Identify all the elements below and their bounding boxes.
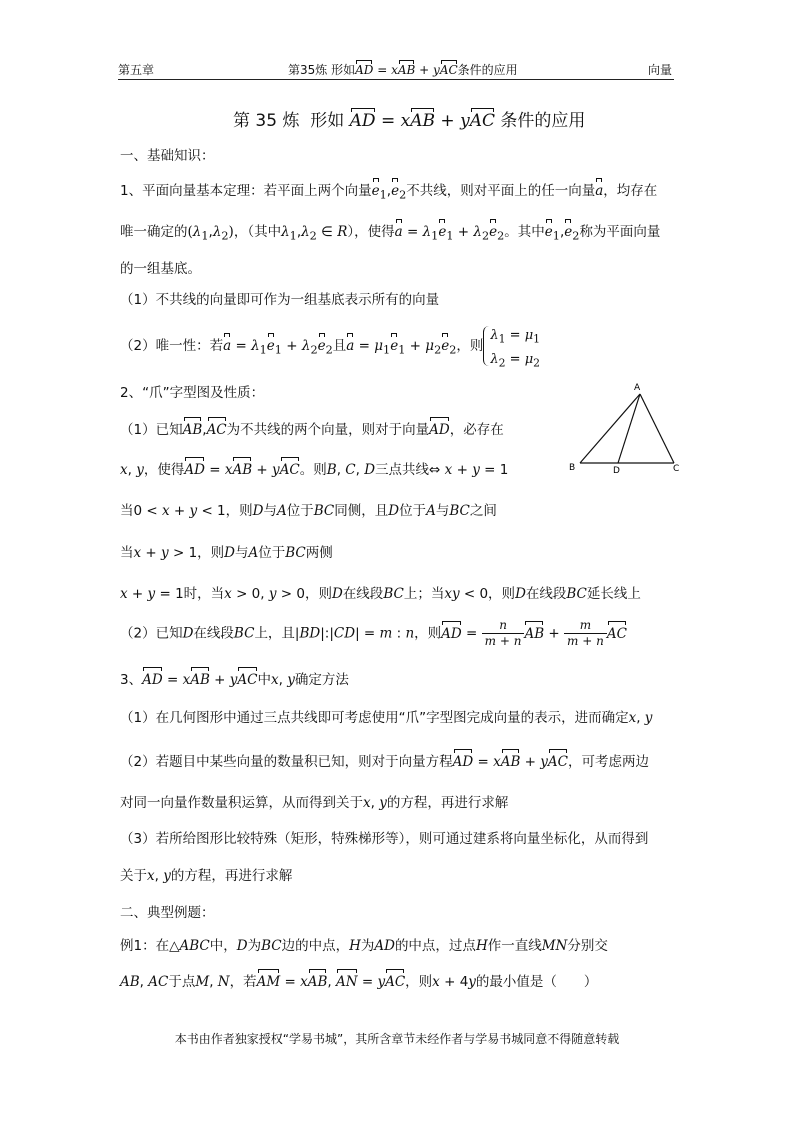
vertex-label-c: C [673,464,680,474]
vertex-label-b: B [569,463,576,473]
theorem-point-2: （2）唯一性：若$a = \lambda_1e_1 + \lambda_2e_2$且$a = \mu_1e_1 + \mu_2e_2$，则 $\lambda_1 = \mu_1$ $\lambda_2 = \mu_2$ [120,328,541,370]
page-title: 第 35 炼 形如 AD = xAB + yAC 条件的应用 [233,111,586,131]
theorem-line-2: 唯一确定的$(\lambda_1,\lambda_2)$，（其中$\lambda_1,\lambda_2$ ∈ R），使得$a = \lambda_1e_1 + \lambda_2e_2$。其中$e_1,e_2$称为平面向量 [120,224,661,243]
header-title: 第35炼 形如AD = xAB + yAC条件的应用 [288,63,518,77]
claw-line-4: 当x + y > 1，则D与A位于BC两侧 [120,545,333,561]
claw-line-3: 当0 < x + y < 1，则D与A位于BC同侧，且D位于A与BC之间 [120,503,497,519]
example-1-line-1: 例1：在△ABC中，D为BC边的中点，H为AD的中点，过点H作一直线MN分别交 [120,938,608,954]
method-1: （1）在几何图形中通过三点共线即可考虑使用“爪”字型图完成向量的表示，进而确定x, y [120,710,653,726]
header-subject: 向量 [647,63,672,77]
vertex-label-d: D [613,466,620,476]
page-footer: 本书由作者独家授权“学易书城”，其所含章节未经作者与学易书城同意不得随意转载 [174,1032,620,1046]
claw-line-5: x + y = 1时，当x > 0, y > 0，则D在线段BC上；当xy < 0，则D在线段BC延长线上 [120,586,641,602]
method-3-line-1: （3）若所给图形比较特殊（矩形，特殊梯形等），则可通过建系将向量坐标化，从而得到 [120,831,649,847]
method-2-line-1: （2）若题目中某些向量的数量积已知，则对于向量方程AD = xAB + yAC，可考虑两边 [120,754,650,770]
theorem-line-3: 的一组基底。 [120,261,201,277]
example-1-line-2: AB, AC于点M, N，若AM = xAB, AN = yAC，则x + 4y的最小值是（ ） [120,974,598,990]
page-header [118,59,674,80]
vertex-label-a: A [634,383,641,393]
claw-diagram [560,380,690,480]
theorem-line-1: 1、平面向量基本定理：若平面上两个向量$e_1,e_2$不共线，则对平面上的任一向量a，均存在 [120,183,658,202]
method-heading: 3、AD = xAB + yAC中x, y确定方法 [120,672,349,688]
method-3-line-2: 关于x, y的方程，再进行求解 [120,868,293,884]
method-2-line-2: 对同一向量作数量积运算，从而得到关于x, y的方程，再进行求解 [120,795,509,811]
header-chapter: 第五章 [118,63,155,77]
section-examples: 二、典型例题： [120,905,215,921]
theorem-point-1: （1）不共线的向量即可作为一组基底表示所有的向量 [120,292,440,308]
claw-line-6: （2）已知D在线段BC上，且|BD|:|CD| = m : n，则AD = $\frac{n}{m + n}$ AB + $\frac{m}{m + n}$ AC [120,618,627,648]
section-basics: 一、基础知识： [120,148,215,164]
claw-heading: 2、“爪”字型图及性质： [120,385,265,401]
claw-line-2: x, y，使得AD = xAB + yAC。则B, C, D三点共线⇔ x + y = 1 [120,462,509,478]
claw-line-1: （1）已知AB,AC为不共线的两个向量，则对于向量AD，必存在 [120,422,504,438]
